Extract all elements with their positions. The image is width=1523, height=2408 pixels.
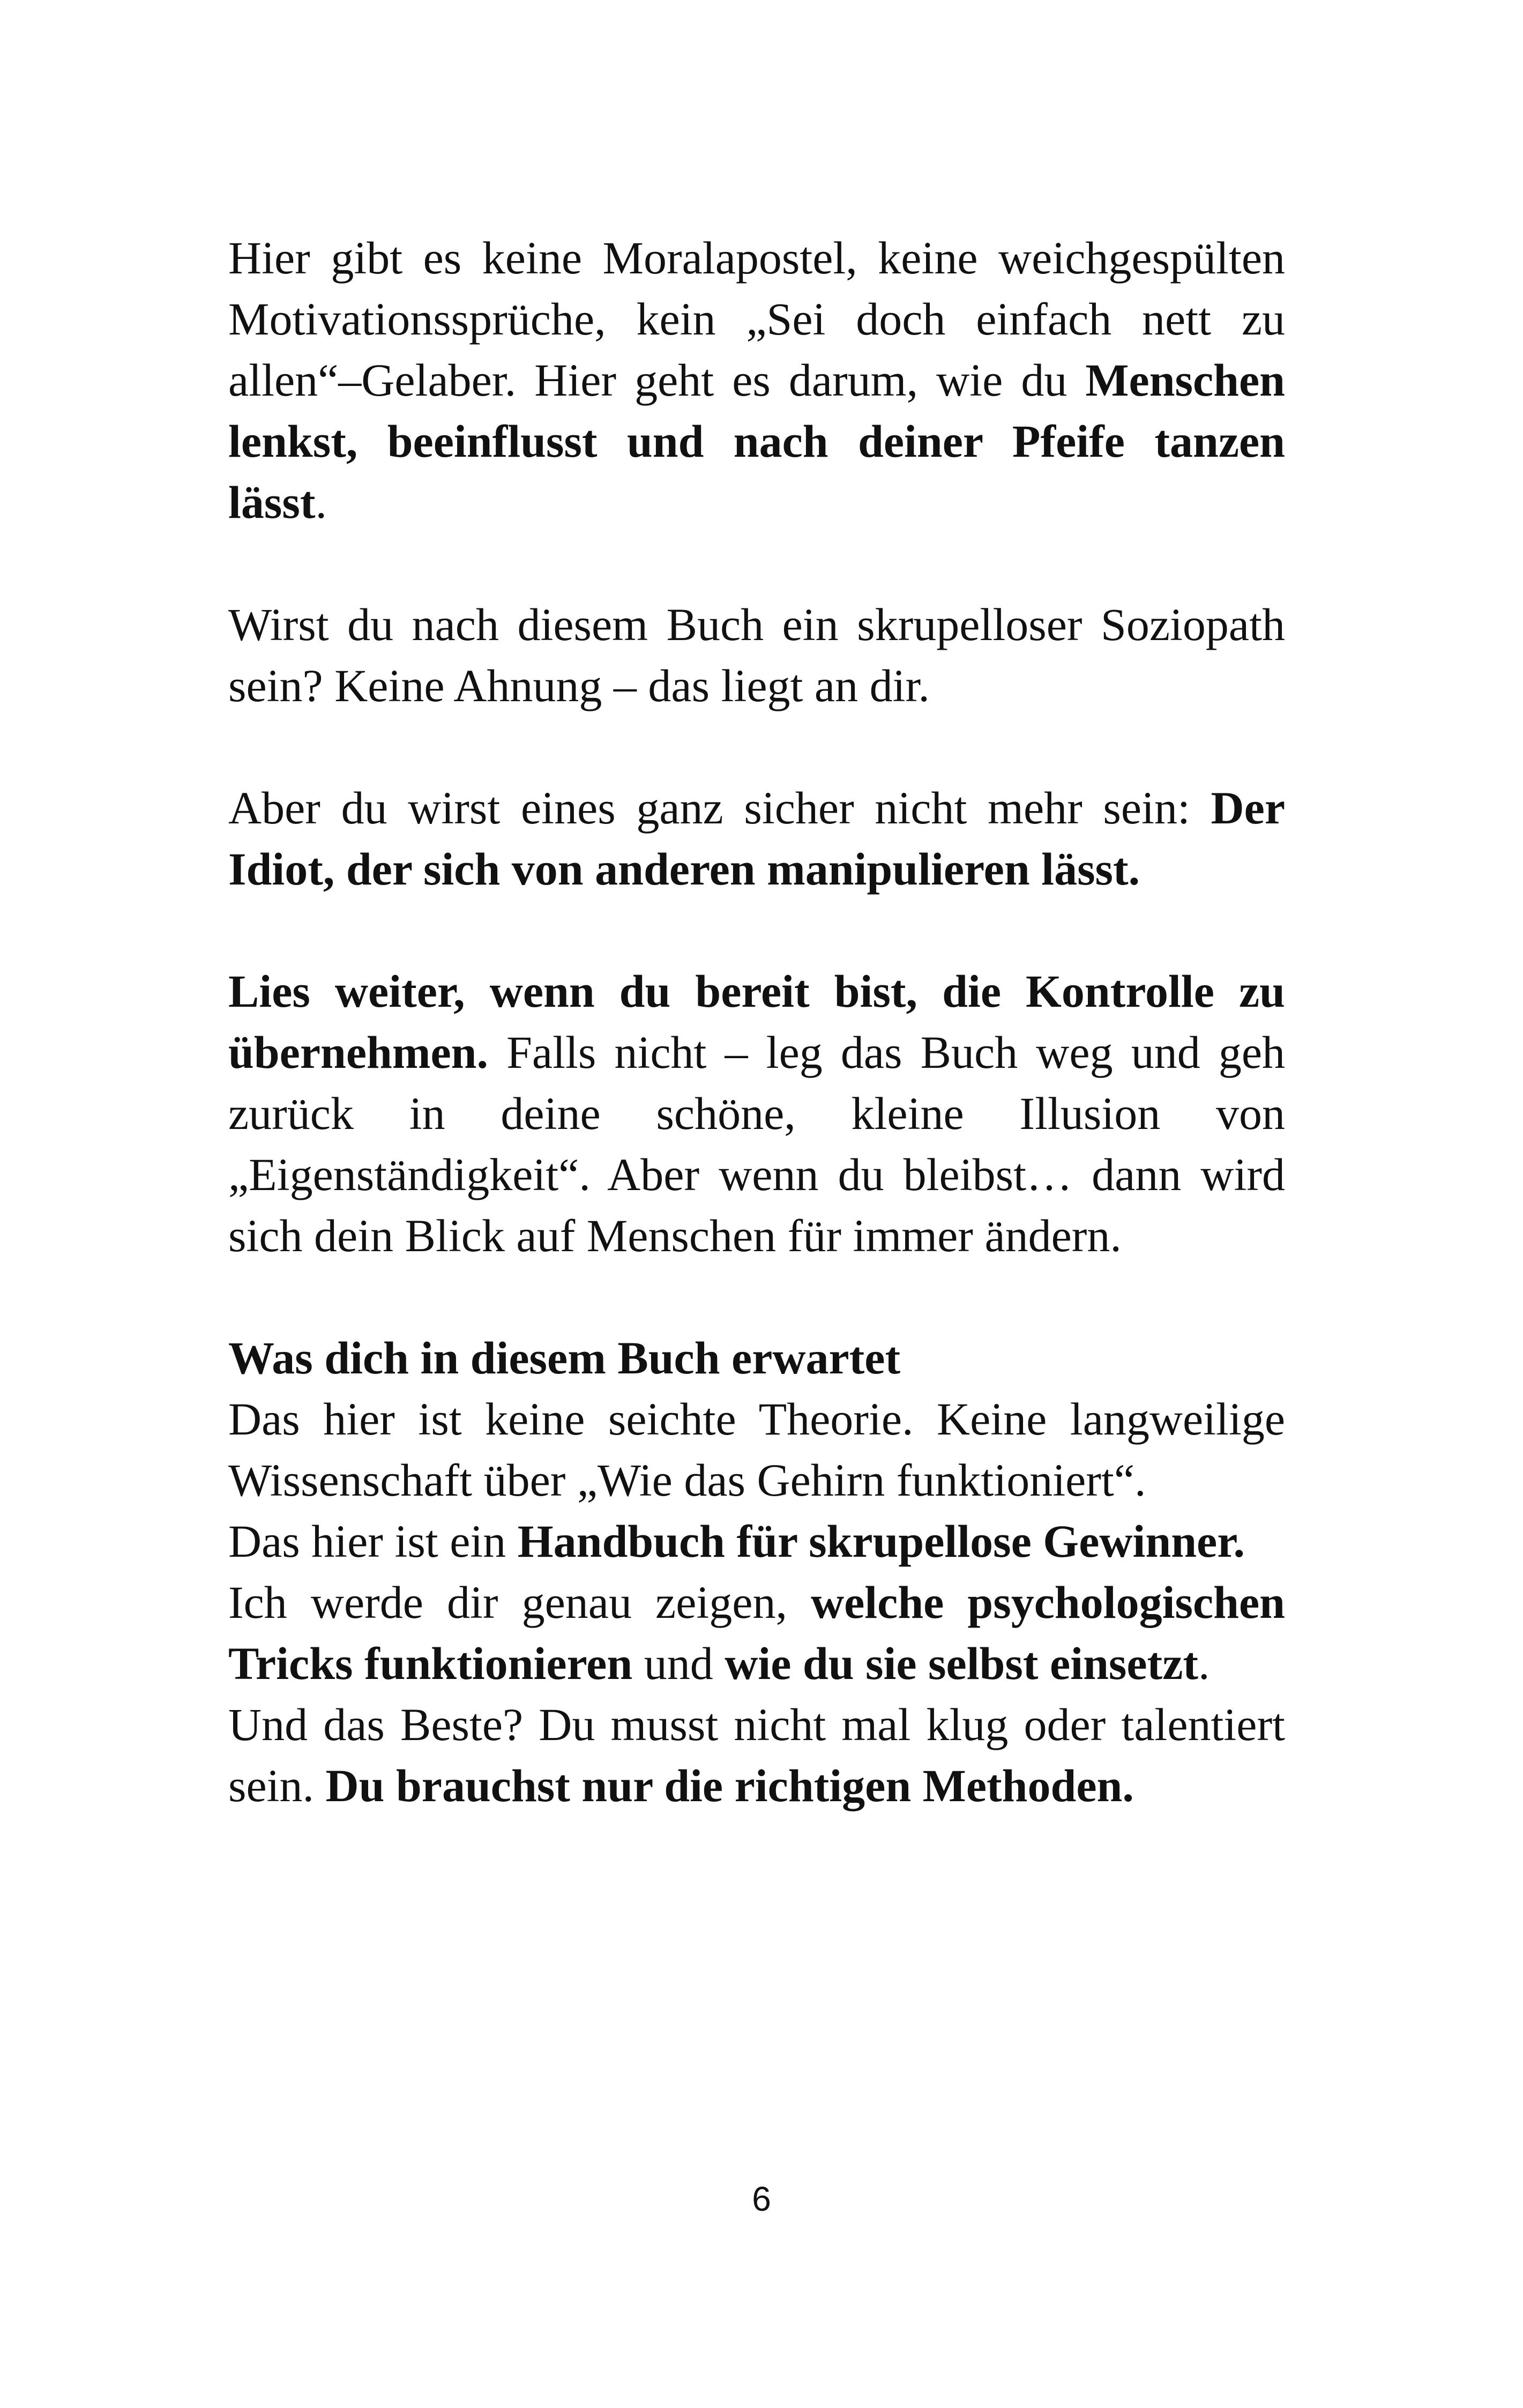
paragraph-intro (228, 227, 1285, 533)
text-segment: Und das Beste? Du musst nicht mal klug oder talentiert sein. (228, 1699, 1285, 1811)
text-segment: Das hier ist ein (228, 1515, 518, 1567)
bold-text-segment: wie du sie selbst einsetzt (725, 1638, 1198, 1689)
paragraph-tricks (228, 1572, 1285, 1694)
paragraph-spacer (228, 900, 1285, 961)
bold-text-segment: welche psychologischen Tricks funktionieren (228, 1577, 1285, 1689)
bold-text-segment: Menschen lenkst, beeinflusst und nach deiner Pfeife tanzen lässt (228, 354, 1285, 528)
page-body (228, 227, 1285, 1816)
paragraph-no-theory (228, 1388, 1285, 1511)
paragraph-spacer (228, 533, 1285, 594)
bold-text-segment: Der Idiot, der sich von anderen manipulieren lässt. (228, 782, 1285, 895)
text-segment: Ich werde dir genau zeigen, (228, 1577, 811, 1628)
paragraph-idiot (228, 777, 1285, 900)
bold-text-segment: Lies weiter, wenn du bereit bist, die Kontrolle zu übernehmen. (228, 965, 1285, 1078)
text-segment: Hier gibt es keine Moralapostel, keine weichgespülten Motivationssprüche, kein „Sei doch einfach nett zu allen“–Gelaber. Hier geht es darum, wie du (228, 232, 1285, 406)
text-segment: . (1198, 1638, 1210, 1689)
text-segment: Falls nicht – leg das Buch weg und geh zurück in deine schöne, kleine Illusion von „Eigenständigkeit“. Aber wenn du bleibst… dann wird sich dein Blick auf Menschen für immer ändern. (228, 1027, 1285, 1261)
text-segment: Wirst du nach diesem Buch ein skrupelloser Soziopath sein? Keine Ahnung – das liegt an dir. (228, 599, 1285, 711)
bold-text-segment: Handbuch für skrupellose Gewinner. (517, 1515, 1245, 1567)
text-segment: Aber du wirst eines ganz sicher nicht mehr sein: (228, 782, 1211, 834)
paragraph-handbook (228, 1511, 1285, 1572)
section-heading: Was dich in diesem Buch erwartet (228, 1332, 901, 1384)
text-segment: . (315, 477, 327, 528)
page-number: 6 (752, 2180, 771, 2218)
paragraph-spacer (228, 716, 1285, 777)
text-segment: und (632, 1638, 725, 1689)
text-segment: Das hier ist keine seichte Theorie. Keine langweilige Wissenschaft über „Wie das Gehirn funktioniert“. (228, 1393, 1285, 1506)
paragraph-methods (228, 1694, 1285, 1816)
paragraph-read-on (228, 961, 1285, 1266)
bold-text-segment: Du brauchst nur die richtigen Methoden. (325, 1760, 1134, 1811)
paragraph-spacer (228, 1266, 1285, 1327)
paragraph-sociopath-question (228, 594, 1285, 716)
